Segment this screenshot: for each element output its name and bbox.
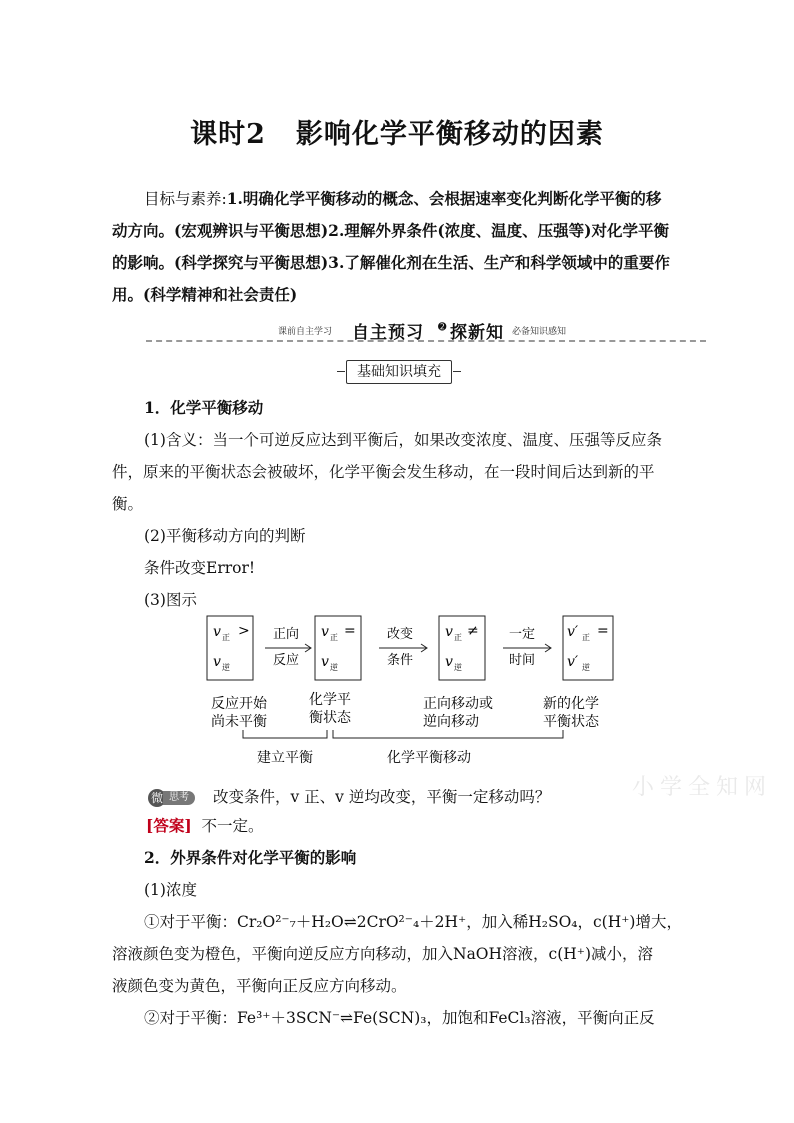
- concentration-heading: (1)浓度: [144, 881, 197, 899]
- arrow-3: [503, 627, 551, 668]
- banner-title-1: 自主预习: [352, 323, 424, 343]
- definition-line-3: 衡。: [112, 495, 144, 513]
- state-box-2: [315, 616, 361, 680]
- sub-reverse-1: 逆: [222, 663, 230, 672]
- section-2: [112, 810, 682, 1034]
- brace-shift: [333, 730, 563, 766]
- definition-line-2: 件，原来的平衡状态会被破坏，化学平衡会发生移动，在一段时间后达到新的平: [112, 463, 655, 481]
- judgement-heading: (2)平衡移动方向的判断: [144, 527, 306, 545]
- svg-text:正: 正: [582, 633, 590, 642]
- svg-text:逆: 逆: [330, 663, 338, 672]
- svg-text:逆: 逆: [582, 663, 590, 672]
- banner-right-caption: 必备知识感知: [512, 327, 567, 337]
- arrow-2-top: 改变: [387, 627, 414, 642]
- state-box-3: [439, 616, 485, 680]
- think-question: [148, 786, 550, 808]
- state-box-1: [207, 616, 253, 680]
- brace-build: [243, 730, 327, 766]
- arrow-1-top: 正向: [273, 627, 300, 642]
- relation-3: ≠: [467, 623, 479, 639]
- caption-3b: 逆向移动: [423, 714, 479, 730]
- section-1-heading: 1．化学平衡移动: [144, 398, 264, 417]
- captions: [211, 692, 600, 730]
- answer-line: [112, 810, 682, 842]
- case-1-line-2: 溶液颜色变为橙色，平衡向逆反应方向移动，加入NaOH溶液，c(H⁺)减小，溶: [112, 945, 654, 963]
- svg-text:v: v: [445, 624, 453, 640]
- caption-4a: 新的化学: [543, 696, 599, 712]
- watermark: 小学全知网: [632, 775, 773, 800]
- caption-1a: 反应开始: [211, 696, 267, 712]
- banner-left-caption: 课前自主学习: [278, 327, 333, 337]
- equilibrium-shift-diagram: [205, 612, 625, 772]
- svg-text:逆: 逆: [454, 663, 462, 672]
- page-title: [0, 112, 794, 151]
- state-box-4: [563, 616, 613, 680]
- caption-2b: 衡状态: [309, 710, 351, 726]
- caption-1b: 尚未平衡: [211, 714, 267, 730]
- condition-line: 条件改变Error!: [144, 559, 256, 577]
- banner-title-2: 探新知: [450, 323, 504, 343]
- objectives-label: 目标与素养:: [144, 190, 227, 208]
- banner-divider: [146, 340, 706, 342]
- case-2-line-1: ②对于平衡：Fe³⁺＋3SCN⁻⇌Fe(SCN)₃，加饱和FeCl₃溶液，平衡向正反: [144, 1009, 655, 1027]
- relation-1: >: [238, 623, 250, 639]
- caption-3a: 正向移动或: [423, 696, 493, 712]
- think-badge-wei: 微: [148, 789, 166, 807]
- caption-4b: 平衡状态: [543, 714, 599, 730]
- svg-text:v: v: [321, 654, 329, 670]
- think-badge: [148, 789, 195, 807]
- case-1-line-3: 液颜色变为黄色，平衡向正反应方向移动。: [112, 977, 407, 995]
- v-reverse-1: v: [213, 654, 221, 670]
- brace-build-label: 建立平衡: [257, 750, 313, 766]
- case-1-line-1: ①对于平衡：Cr₂O²⁻₇＋H₂O⇌2CrO²⁻₄＋2H⁺，加入稀H₂SO₄，c(H⁺)增大，: [144, 913, 682, 931]
- arrow-2-bottom: 条件: [387, 653, 414, 668]
- svg-text:正: 正: [454, 633, 462, 642]
- arrow-1-bottom: 反应: [273, 653, 300, 668]
- diagram-label: (3)图示: [144, 591, 197, 609]
- think-question-text: 改变条件，v 正、v 逆均改变，平衡一定移动吗？: [213, 788, 551, 806]
- definition-line-1: (1)含义：当一个可逆反应达到平衡后，如果改变浓度、温度、压强等反应条: [144, 431, 662, 449]
- svg-text:v′: v′: [567, 654, 579, 670]
- banner-arrow-icon: ➋: [438, 322, 447, 333]
- relation-4: =: [597, 623, 609, 639]
- section-2-heading: 2．外界条件对化学平衡的影响: [144, 848, 357, 867]
- section-tag: 基础知识填充: [346, 360, 452, 384]
- relation-2: =: [344, 623, 356, 639]
- think-badge-label: 思考: [163, 791, 195, 805]
- objectives-line-1: 1.明确化学平衡移动的概念、会根据速率变化判断化学平衡的移: [226, 189, 662, 208]
- caption-2a: 化学平: [309, 692, 351, 708]
- section-1: [112, 392, 682, 616]
- sub-forward-1: 正: [222, 633, 230, 642]
- objectives-paragraph: [112, 183, 682, 311]
- arrow-2: [379, 626, 427, 668]
- answer-text: 不一定。: [201, 817, 264, 835]
- arrow-3-top: 一定: [509, 627, 536, 642]
- arrow-3-bottom: 时间: [509, 653, 536, 668]
- svg-text:v: v: [321, 624, 329, 640]
- arrow-1: [265, 627, 311, 668]
- objectives-line-3: 的影响。(科学探究与平衡思想)3.了解催化剂在生活、生产和科学领域中的重要作: [112, 253, 670, 272]
- title-topic: 影响化学平衡移动的因素: [295, 119, 604, 150]
- section-banner: [146, 318, 706, 344]
- objectives-line-2: 动方向。(宏观辨识与平衡思想)2.理解外界条件(浓度、温度、压强等)对化学平衡: [112, 221, 670, 240]
- v-forward-1: v: [213, 624, 221, 640]
- title-lesson: 课时2: [190, 119, 266, 150]
- svg-text:v′: v′: [567, 624, 579, 640]
- answer-label: [答案]: [146, 816, 192, 835]
- svg-text:v: v: [445, 654, 453, 670]
- brace-shift-label: 化学平衡移动: [387, 750, 471, 766]
- objectives-line-4: 用。(科学精神和社会责任): [112, 285, 298, 304]
- svg-text:正: 正: [330, 633, 338, 642]
